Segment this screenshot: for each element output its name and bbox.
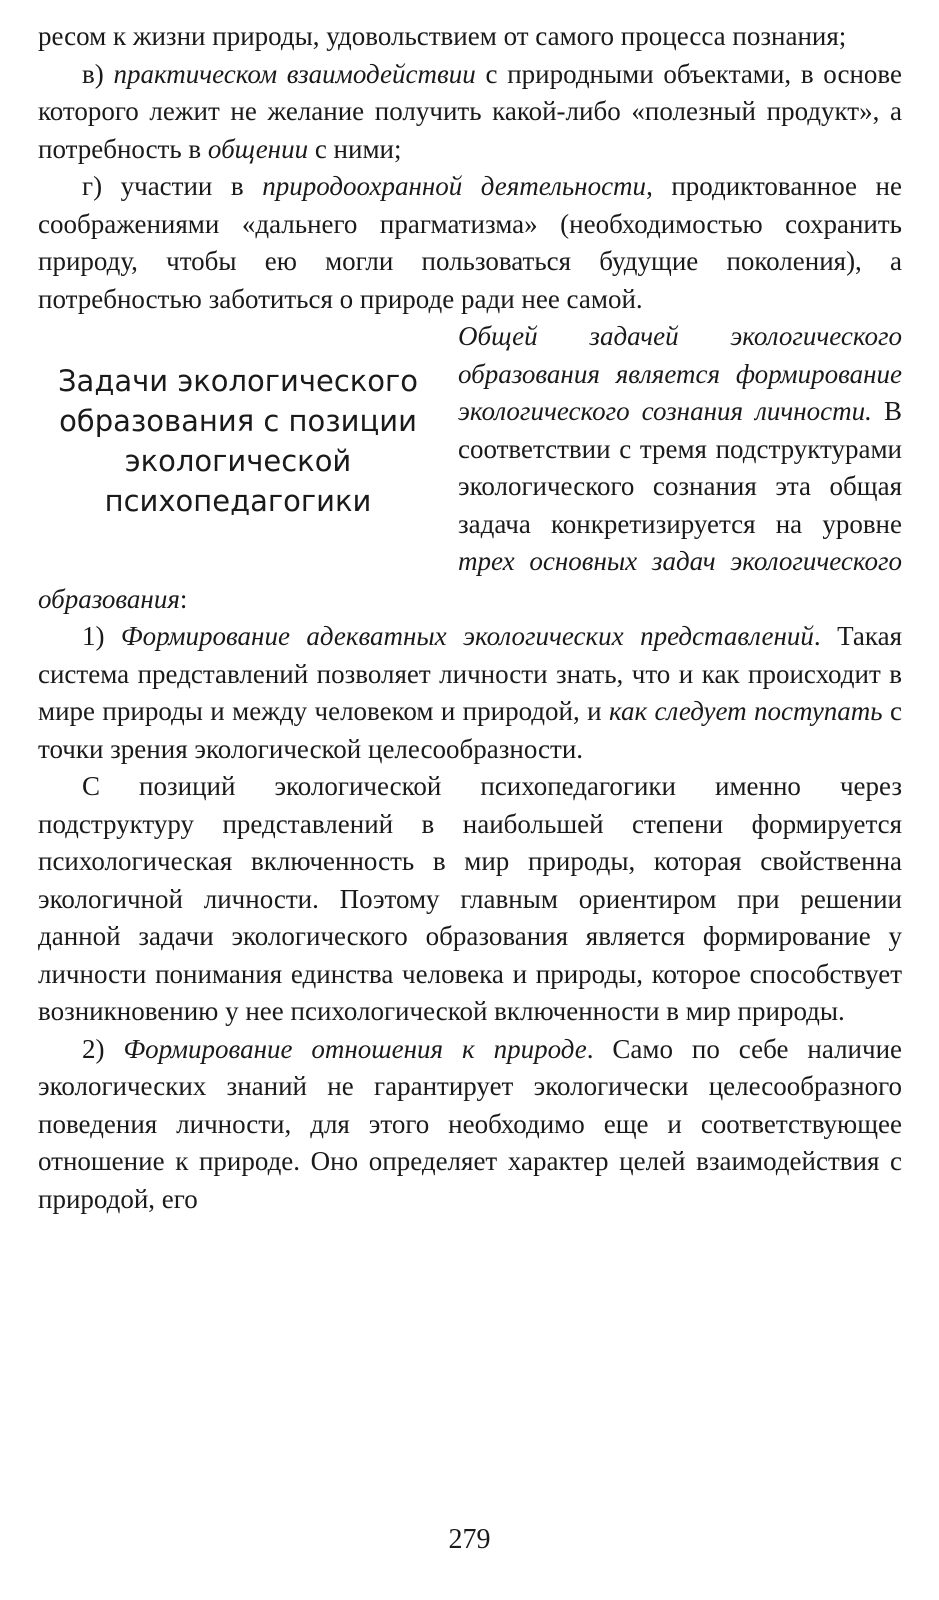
paragraph-item-g [38, 168, 902, 318]
emphasis: общении [207, 133, 309, 164]
text: г) участии в [82, 171, 263, 201]
text: ресом к жизни природы, удовольствием от самого процесса познания; [38, 21, 847, 51]
text: . Само по себе наличие экологических знаний не гарантирует экологически целесообразного поведения личности, для этого необходимо еще и соответствующее отношение к природе. Оно определяет характер целей взаимодействия с природой, его [38, 1033, 903, 1214]
section-heading-box [38, 318, 458, 570]
text: с ними; [308, 133, 402, 164]
text: с точки зрения экологической целесообразности. [38, 696, 902, 764]
section-heading: Задачи экологического образования с позиции экологической психопедагогики [57, 364, 419, 518]
paragraph-task-1 [38, 618, 902, 768]
text: . Такая система представлений позволяет личности знать, что и как происходит в мире природы и между человеком и природой, и [38, 621, 902, 726]
text: В соответствии с тремя подструктурами экологического сознания эта общая задача конкретизируется на уровне [458, 396, 902, 539]
text: 1) [82, 621, 121, 651]
emphasis: природоохранной деятельности [262, 171, 647, 201]
page-content [38, 18, 902, 1218]
text: в) [82, 58, 114, 89]
text: : [179, 583, 188, 614]
emphasis: трех основных задач экологического образования [38, 546, 902, 614]
text: С позиций экологической психопедагогики именно через подструктуру представлений в наибольшей степени формируется психологическая включенность в мир природы, которая свойственна экологичной личности. Поэтому главным ориентиром при решении данной задачи экологического образования является формирование у личности понимания единства человека и природы, которое способствует возникновению у нее психологической включенности в мир природы. [38, 771, 902, 1026]
paragraph-continuation [38, 18, 902, 56]
text: 2) [82, 1033, 124, 1064]
page-number: 279 [448, 1524, 491, 1555]
emphasis: как следует поступать [608, 696, 883, 726]
emphasis: Общей задачей экологического образования является формирование экологического сознания личности. [458, 321, 902, 426]
paragraph-psychopedagogy [38, 768, 902, 1031]
emphasis: Формирование отношения к природе [123, 1033, 587, 1064]
paragraph-item-v [38, 56, 902, 169]
paragraph-task-2 [38, 1031, 902, 1219]
text: , продиктованное не соображениями «дальнего прагматизма» (необходимостью сохранить природу, чтобы ею могли пользоваться будущие поколения), а потребностью заботиться о природе ради нее самой. [38, 171, 902, 314]
emphasis: Формирование адекватных экологических представлений [120, 621, 814, 651]
emphasis: практическом взаимодействии [113, 58, 476, 89]
text: с природными объектами, в основе которого лежит не желание получить какой-либо «полезный продукт», а потребность в [38, 58, 902, 164]
